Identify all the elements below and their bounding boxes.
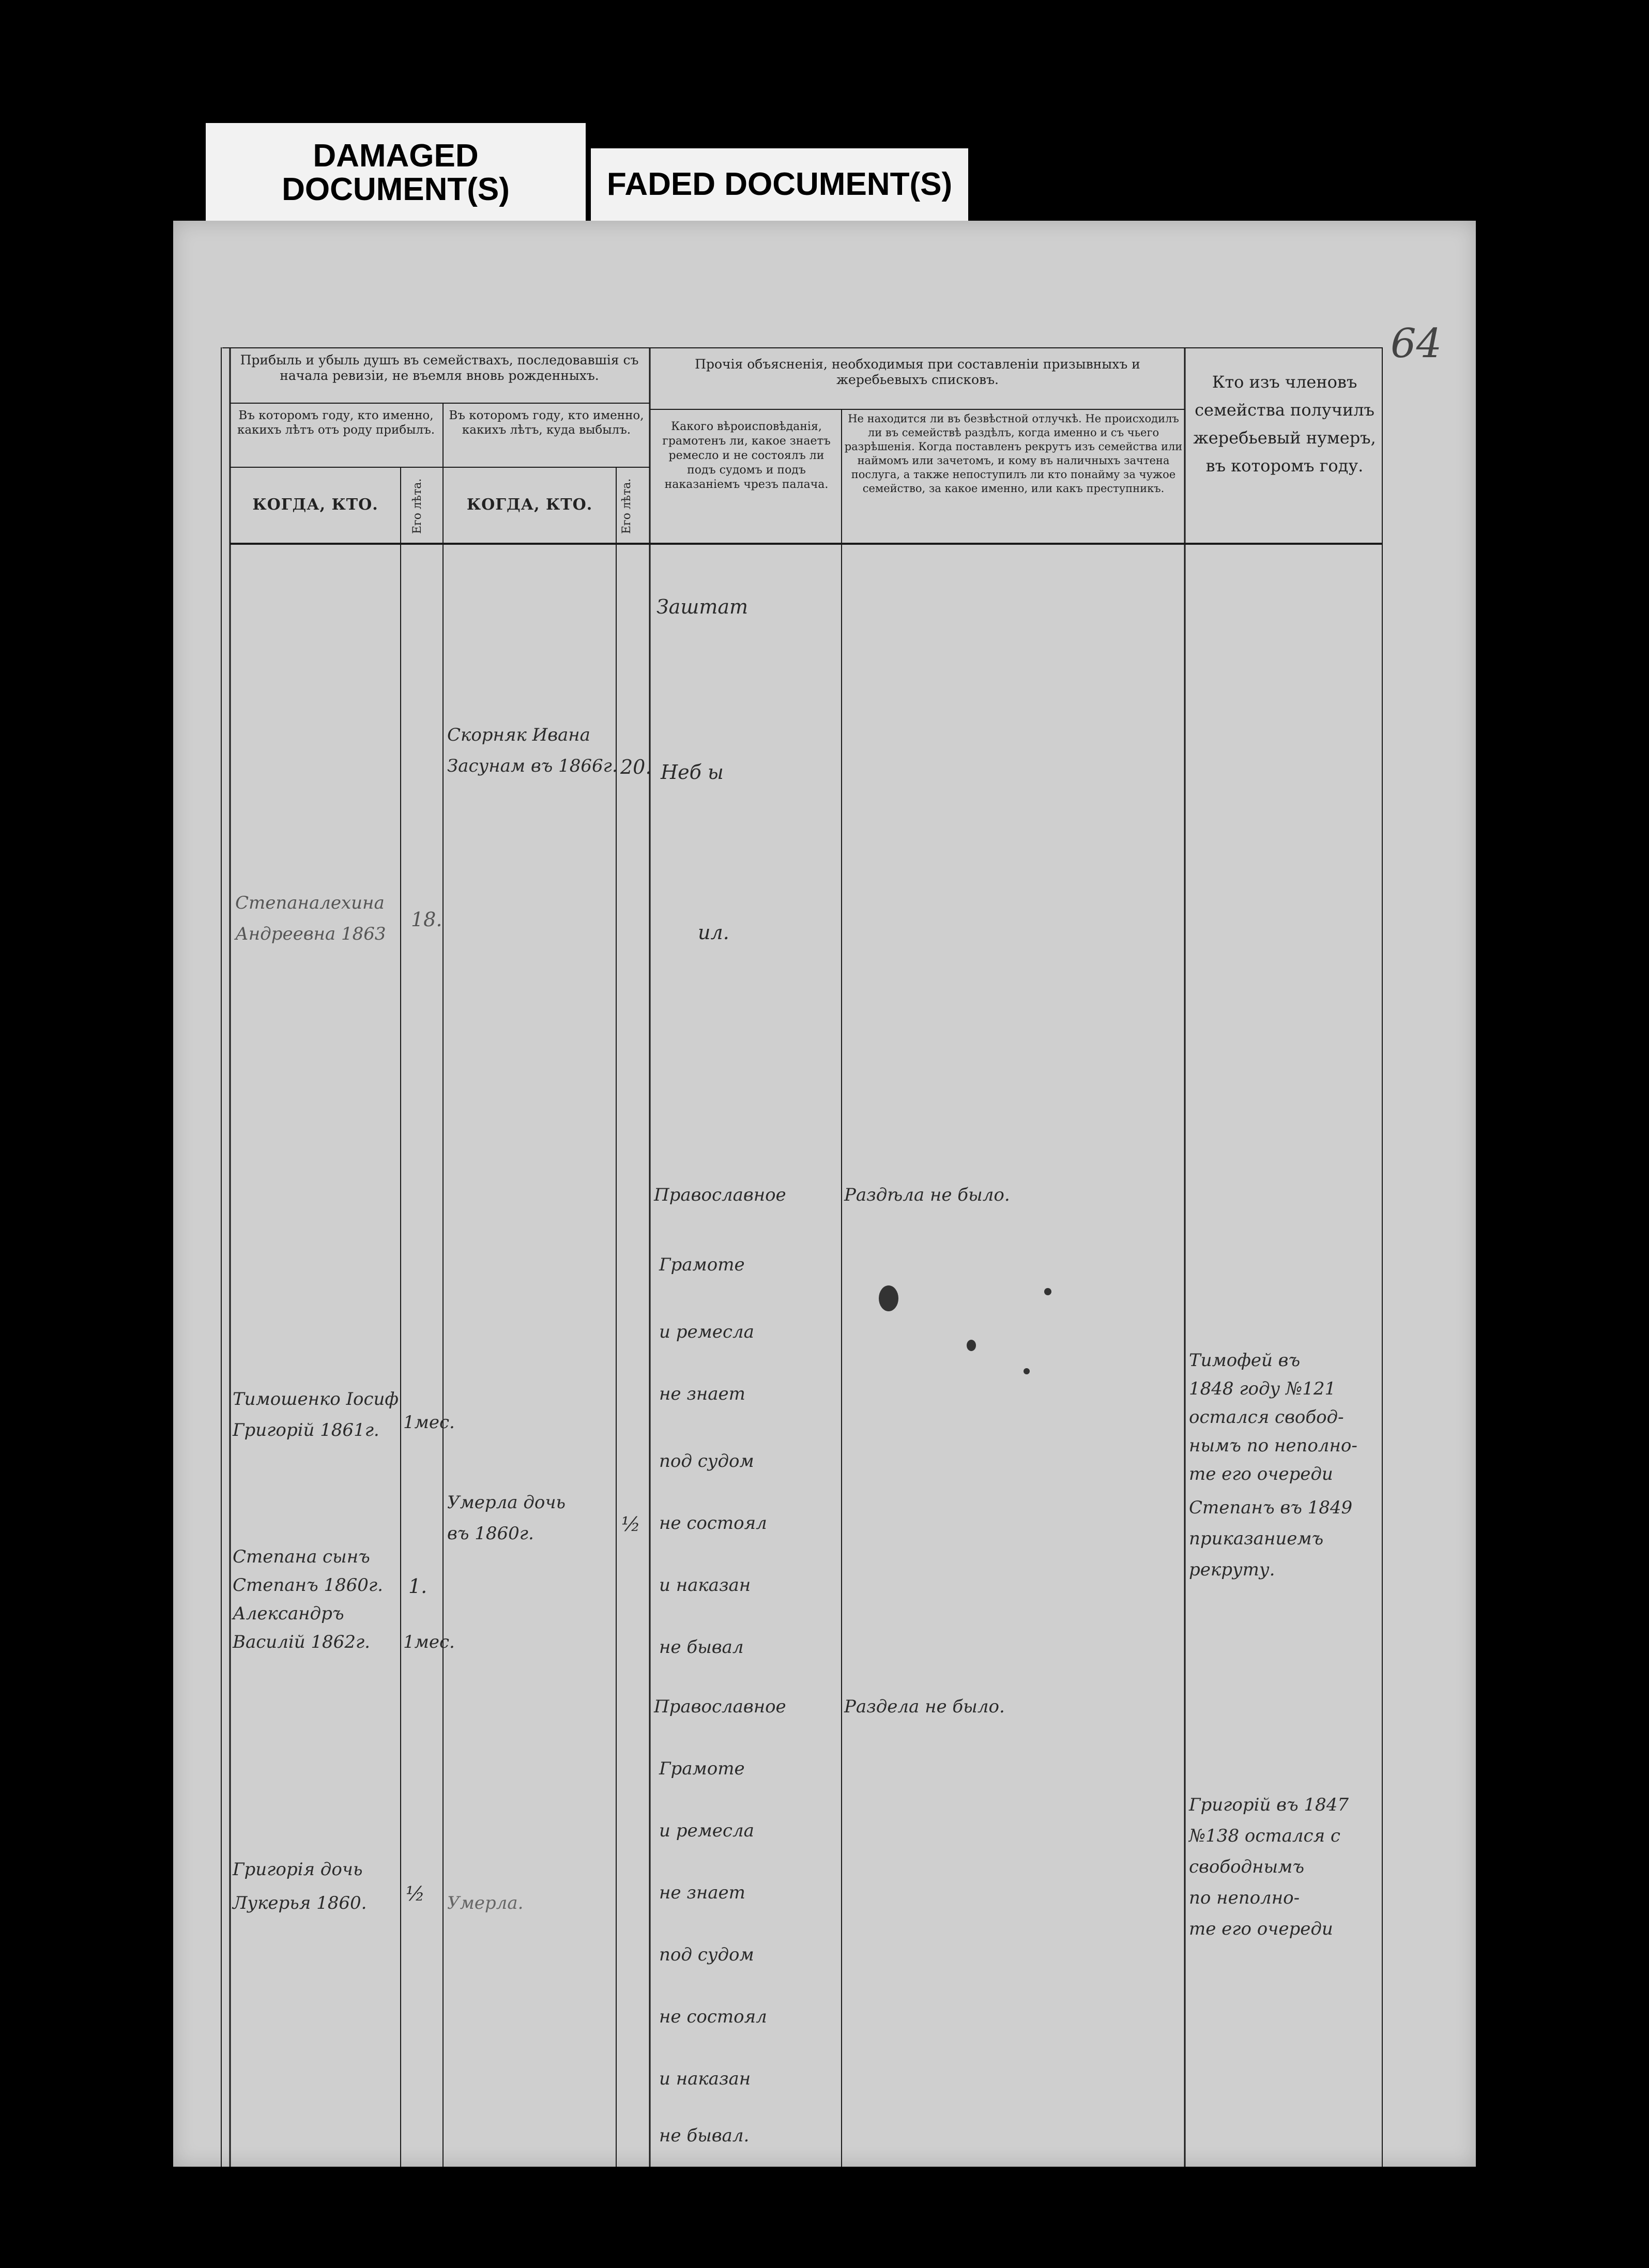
e2-departed-age: ½	[621, 1513, 640, 1536]
e2-arrived-5: Александръ	[233, 1603, 344, 1624]
e2-lot-3: остался свобод-	[1189, 1407, 1344, 1428]
ink-stain	[967, 1340, 976, 1351]
e3-religion-1: Православное	[654, 1696, 786, 1717]
e2-departed-1: Умерла дочь	[447, 1492, 566, 1513]
e1-arrived: Степаналехина	[235, 893, 385, 913]
e1-departed: Скорняк Ивана	[447, 725, 590, 745]
e3-lot-1: Григорій въ 1847	[1189, 1795, 1349, 1815]
e2-religion-6: не состоял	[659, 1513, 767, 1534]
e2-arrived-4-age: 1.	[408, 1575, 427, 1598]
e3-lot-4: по неполно-	[1189, 1888, 1300, 1908]
header-absence-col: Не находится ли въ безвѣстной отлучкѣ. Не происходилъ ли въ семействѣ раздѣлъ, когда именно и съ чьего разрѣшенія. Когда поставленъ рекрутъ изъ семейства или наймомъ или зачетомъ, и кому въ наличныхъ зачтена послуга, а также непоступилъ ли кто понаймy за чужое семейство, за какое именно, или какъ преступникъ.	[844, 412, 1183, 495]
e1-departed-2: Засунам въ 1866г.	[447, 756, 618, 776]
e2-religion-1: Православное	[654, 1185, 786, 1205]
e1-religion-note-3: ил.	[698, 921, 729, 944]
damaged-label-line2: DOCUMENT(S)	[282, 172, 510, 207]
e2-lot-2: 1848 году №121	[1189, 1378, 1336, 1399]
e3-arrived-2: Лукерья 1860.	[233, 1893, 367, 1913]
damaged-documents-label	[206, 123, 586, 222]
ledger-table	[217, 347, 1383, 2167]
e3-religion-8: не бывал.	[659, 2125, 750, 2146]
e2-lot-8: рекруту.	[1189, 1559, 1275, 1580]
e1-departed-age: 20.	[620, 756, 652, 778]
e3-religion-4: не знает	[659, 1882, 745, 1903]
e3-religion-2: Грамоте	[659, 1758, 745, 1779]
header-arrivals-departures: Прибыль и убыль душъ въ семействахъ, последовавшія съ начала ревизіи, не въемля вновь рожденныхъ.	[240, 353, 639, 383]
e3-arrived-1: Григорія дочь	[233, 1859, 363, 1880]
e2-religion-2: Грамоте	[659, 1254, 745, 1275]
e2-religion-8: не бывал	[659, 1637, 744, 1658]
header-other-explanations: Прочія объясненія, необходимыя при составленіи призывныхъ и жеребьевыхъ списковъ.	[695, 357, 1140, 387]
e2-arrived-4: Степанъ 1860г.	[233, 1575, 383, 1596]
e2-departed-2: въ 1860г.	[447, 1523, 534, 1544]
e3-religion-6: не состоял	[659, 2006, 767, 2027]
header-lot-col: Кто изъ членовъ семейства получилъ жеребьевый нумеръ, въ которомъ году.	[1193, 372, 1376, 476]
e3-departed: Умерла.	[447, 1893, 524, 1913]
e2-religion-4: не знает	[659, 1384, 745, 1404]
e3-lot-3: свободнымъ	[1189, 1857, 1305, 1877]
e3-religion-5: под судом	[659, 1944, 754, 1965]
header-religion-col: Какого вѣроисповѣданія, грамотенъ ли, какое знаетъ ремесло и не состоялъ ли подъ судомъ и подъ наказаніемъ чрезъ палача.	[662, 420, 831, 491]
e2-religion-5: под судом	[659, 1451, 754, 1472]
header-arrived-when-who: КОГДА, КТО.	[252, 496, 378, 514]
ink-stain	[1024, 1368, 1030, 1374]
e2-lot-7: приказаниемъ	[1189, 1528, 1324, 1549]
e2-arrived-1-age: 1мес.	[403, 1412, 455, 1433]
e3-lot-5: те его очереди	[1189, 1919, 1333, 1939]
damaged-label-line1: DAMAGED	[313, 137, 479, 174]
e2-lot-5: те его очереди	[1189, 1464, 1333, 1484]
e2-arrived-6: Василій 1862г.	[233, 1632, 370, 1652]
e1-arrived-age: 18.	[411, 908, 442, 931]
e2-arrived-1: Тимошенко Іосиф	[233, 1389, 399, 1409]
e1-arrived-2: Андреевна 1863	[235, 924, 386, 944]
e2-arrived-6-age: 1мес.	[403, 1632, 455, 1652]
ink-stain	[1044, 1288, 1051, 1295]
header-departed: Въ которомъ году, кто именно, какихъ лѣтъ, куда выбылъ.	[449, 409, 644, 437]
faded-documents-label: FADED DOCUMENT(S)	[591, 148, 968, 221]
header-departed-age: Его лѣта.	[620, 478, 633, 534]
e2-lot-1: Тимофей въ	[1189, 1350, 1301, 1371]
e3-absence: Раздела не было.	[844, 1696, 1005, 1717]
e3-religion-3: и ремесла	[659, 1820, 754, 1841]
e2-absence: Раздѣла не было.	[844, 1185, 1010, 1205]
e1-religion-note: Заштат	[656, 595, 749, 618]
e2-arrived-2: Григорій 1861г.	[233, 1420, 379, 1441]
header-arrived-age: Его лѣта.	[411, 478, 424, 534]
e2-lot-4: нымъ по неполно-	[1189, 1435, 1357, 1456]
e2-arrived-3: Степана сынъ	[233, 1546, 370, 1567]
e3-arrived-age: ½	[406, 1882, 425, 1905]
e1-religion-note-2: Неб ы	[661, 761, 724, 784]
e2-religion-3: и ремесла	[659, 1322, 754, 1342]
e3-lot-2: №138 остался с	[1189, 1826, 1340, 1846]
e2-religion-7: и наказан	[659, 1575, 751, 1596]
header-arrived: Въ которомъ году, кто именно, какихъ лѣтъ отъ роду прибылъ.	[237, 409, 435, 437]
page-number: 64	[1391, 320, 1442, 367]
e2-lot-6: Степанъ въ 1849	[1189, 1497, 1353, 1518]
e3-religion-7: и наказан	[659, 2068, 751, 2089]
header-departed-when-who: КОГДА, КТО.	[466, 496, 593, 514]
ink-stain	[879, 1285, 898, 1311]
